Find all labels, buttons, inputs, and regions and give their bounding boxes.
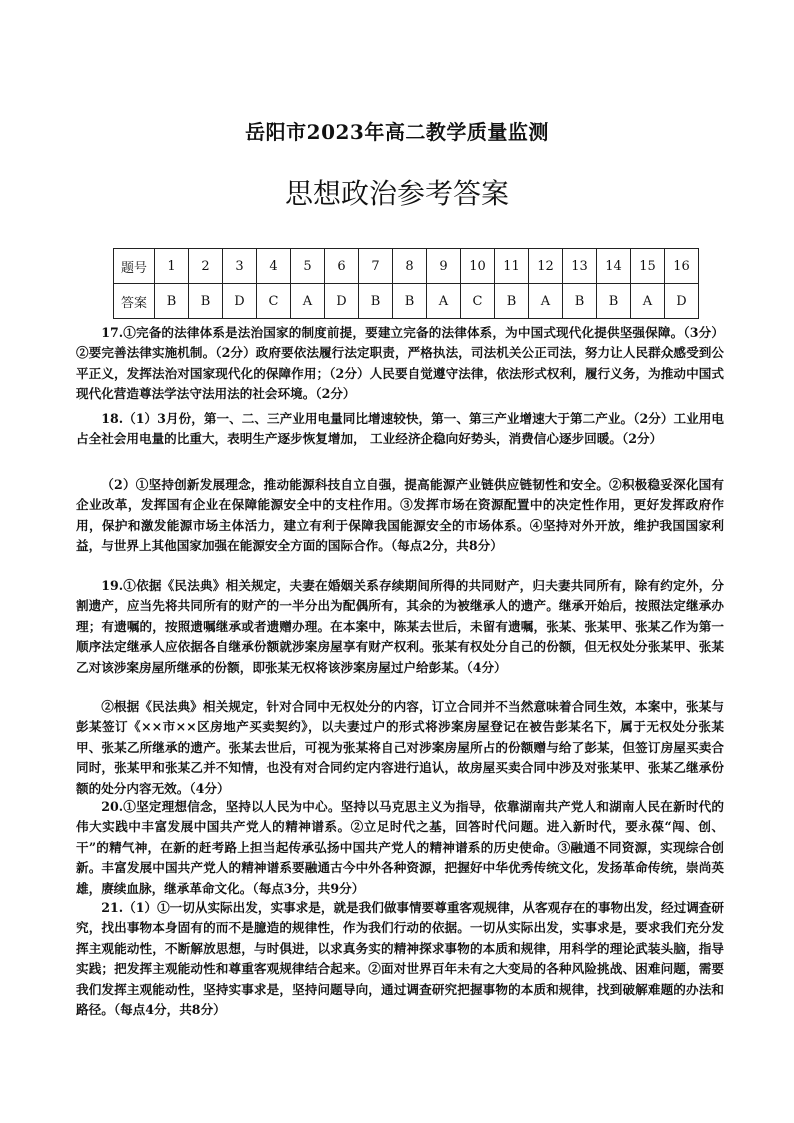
answer-cell: B [393,284,427,319]
question-number: 8 [393,249,427,284]
question-number: 16 [665,249,699,284]
answer-19-part-1-text: 19.①依据《民法典》相关规定，夫妻在婚姻关系存续期间所得的共同财产，归夫妻共同所有，除有约定外，分割遗产，应当先将共同所有的财产的一半分出为配偶所有，其余的为被继承人的遗产。继承开始后，按照法定继承办理；有遗嘱的，按照遗嘱继承或者遗赠办理。在本案中，陈某去世后，未留有遗嘱，张某、张某甲、张某乙作为第一顺序法定继承人应依据各自继承份额就涉案房屋享有财产权利。张某有权处分自己的份额，但无权处分张某甲、张某乙对该涉案房屋所继承的份额，即张某无权将该涉案房屋过户给彭某。（4分） [76,578,724,675]
answer-cell: A [529,284,563,319]
answer-header: 答案 [114,284,155,319]
answer-cell: B [495,284,529,319]
answer-cell: C [257,284,291,319]
answer-18-part-2 [76,475,724,557]
answer-cell: B [155,284,189,319]
question-number: 11 [495,249,529,284]
question-number: 10 [461,249,495,284]
answer-cell: C [461,284,495,319]
question-number: 15 [631,249,665,284]
answer-cell: A [427,284,461,319]
answer-cell: B [597,284,631,319]
answer-cell: A [631,284,665,319]
answer-row [114,284,699,319]
answer-table [113,248,699,319]
answer-20 [76,797,724,899]
question-number-row [114,249,699,284]
question-number: 6 [325,249,359,284]
answer-19-part-2-text: ②根据《民法典》相关规定，针对合同中无权处分的内容，订立合同并不当然意味着合同生效，本案中，张某与彭某签订《××市××区房地产买卖契约》，以夫妻过户的形式将涉案房屋登记在被告彭某名下，属于无权处分张某甲、张某乙所继承的遗产。张某去世后，可视为张某将自己对涉案房屋所占的份额赠与给了彭某，但签订房屋买卖合同时，张某甲和张某乙并不知情，也没有对合同约定内容进行追认，故房屋买卖合同中涉及对张某甲、张某乙继承份额的处分内容无效。（4分） [76,699,724,796]
answer-17-text: 17.①完备的法律体系是法治国家的制度前提，要建立完备的法律体系，为中国式现代化提供坚强保障。（3分）②要完善法律实施机制。（2分）政府要依法履行法定职责，严格执法，司法机关公正司法，努力让人民群众感受到公平正义，发挥法治对国家现代化的保障作用；（2分）人民要自觉遵守法律，依法形式权利，履行义务，为推动中国式现代化营造尊法学法守法用法的社会环境。（2分） [76,325,724,402]
page-subtitle: 思想政治参考答案 [284,177,509,210]
answer-20-text: 20.①坚定理想信念，坚持以人民为中心。坚持以马克思主义为指导，依靠湖南共产党人和湖南人民在新时代的伟大实践中丰富发展中国共产党人的精神谱系。②立足时代之基，回答时代问题。进入新时代，要永葆“闯、创、干”的精气神，在新的赶考路上担当起传承弘扬中国共产党人的精神谱系的历史使命。③融通不同资源，实现综合创新。丰富发展中国共产党人的精神谱系要融通古今中外各种资源，把握好中华优秀传统文化，发扬革命传统，崇尚英雄，赓续血脉，继承革命文化。（每点3分，共9分） [76,799,724,896]
answer-19-part-1 [76,576,724,678]
question-number: 7 [359,249,393,284]
answer-17 [76,323,724,405]
answer-21-text: 21.（1）①一切从实际出发，实事求是，就是我们做事情要尊重客观规律，从客观存在的事物出发，经过调查研究，找出事物本身固有的而不是臆造的规律性，作为我们行动的依据。一切从实际出发，实事求是，要求我们充分发挥主观能动性，不断解放思想，与时俱进，以求真务实的精神探求事物的本质和规律，用科学的理论武装头脑，指导实践；把发挥主观能动性和尊重客观规律结合起来。②面对世界百年未有之大变局的各种风险挑战、困难问题，需要我们发挥主观能动性，坚持实事求是，坚持问题导向，通过调查研究把握事物的本质和规律，找到破解难题的办法和路径。（每点4分，共8分） [76,900,724,1018]
answer-cell: D [325,284,359,319]
question-number: 1 [155,249,189,284]
answer-cell: B [563,284,597,319]
question-number: 2 [189,249,223,284]
question-number-header: 题号 [114,249,155,284]
question-number: 5 [291,249,325,284]
question-number: 12 [529,249,563,284]
answer-19-part-2 [76,697,724,799]
answer-cell: B [189,284,223,319]
answer-cell: D [223,284,257,319]
page-title: 岳阳市2023年高二教学质量监测 [245,120,549,144]
answer-21 [76,898,724,1020]
answer-18-part-1-text: 18.（1）3月份，第一、二、三产业用电量同比增速较快，第一、第三产业增速大于第二产业。（2分）工业用电占全社会用电量的比重大，表明生产逐步恢复增加， 工业经济企稳向好势头，消费信心逐步回暖。（2分） [76,411,724,447]
question-number: 4 [257,249,291,284]
answer-18-part-2-text: （2）①坚持创新发展理念，推动能源科技自立自强，提高能源产业链供应链韧性和安全。②积极稳妥深化国有企业改革，发挥国有企业在保障能源安全中的支柱作用。③发挥市场在资源配置中的决定性作用，更好发挥政府作用，保护和激发能源市场主体活力，建立有利于保障我国能源安全的市场体系。④坚持对外开放，维护我国国家利益，与世界上其他国家加强在能源安全方面的国际合作。（每点2分，共8分） [76,477,724,554]
question-number: 9 [427,249,461,284]
answer-cell: D [665,284,699,319]
question-number: 13 [563,249,597,284]
answer-cell: B [359,284,393,319]
question-number: 14 [597,249,631,284]
question-number: 3 [223,249,257,284]
answer-cell: A [291,284,325,319]
answer-18-part-1 [76,409,724,450]
